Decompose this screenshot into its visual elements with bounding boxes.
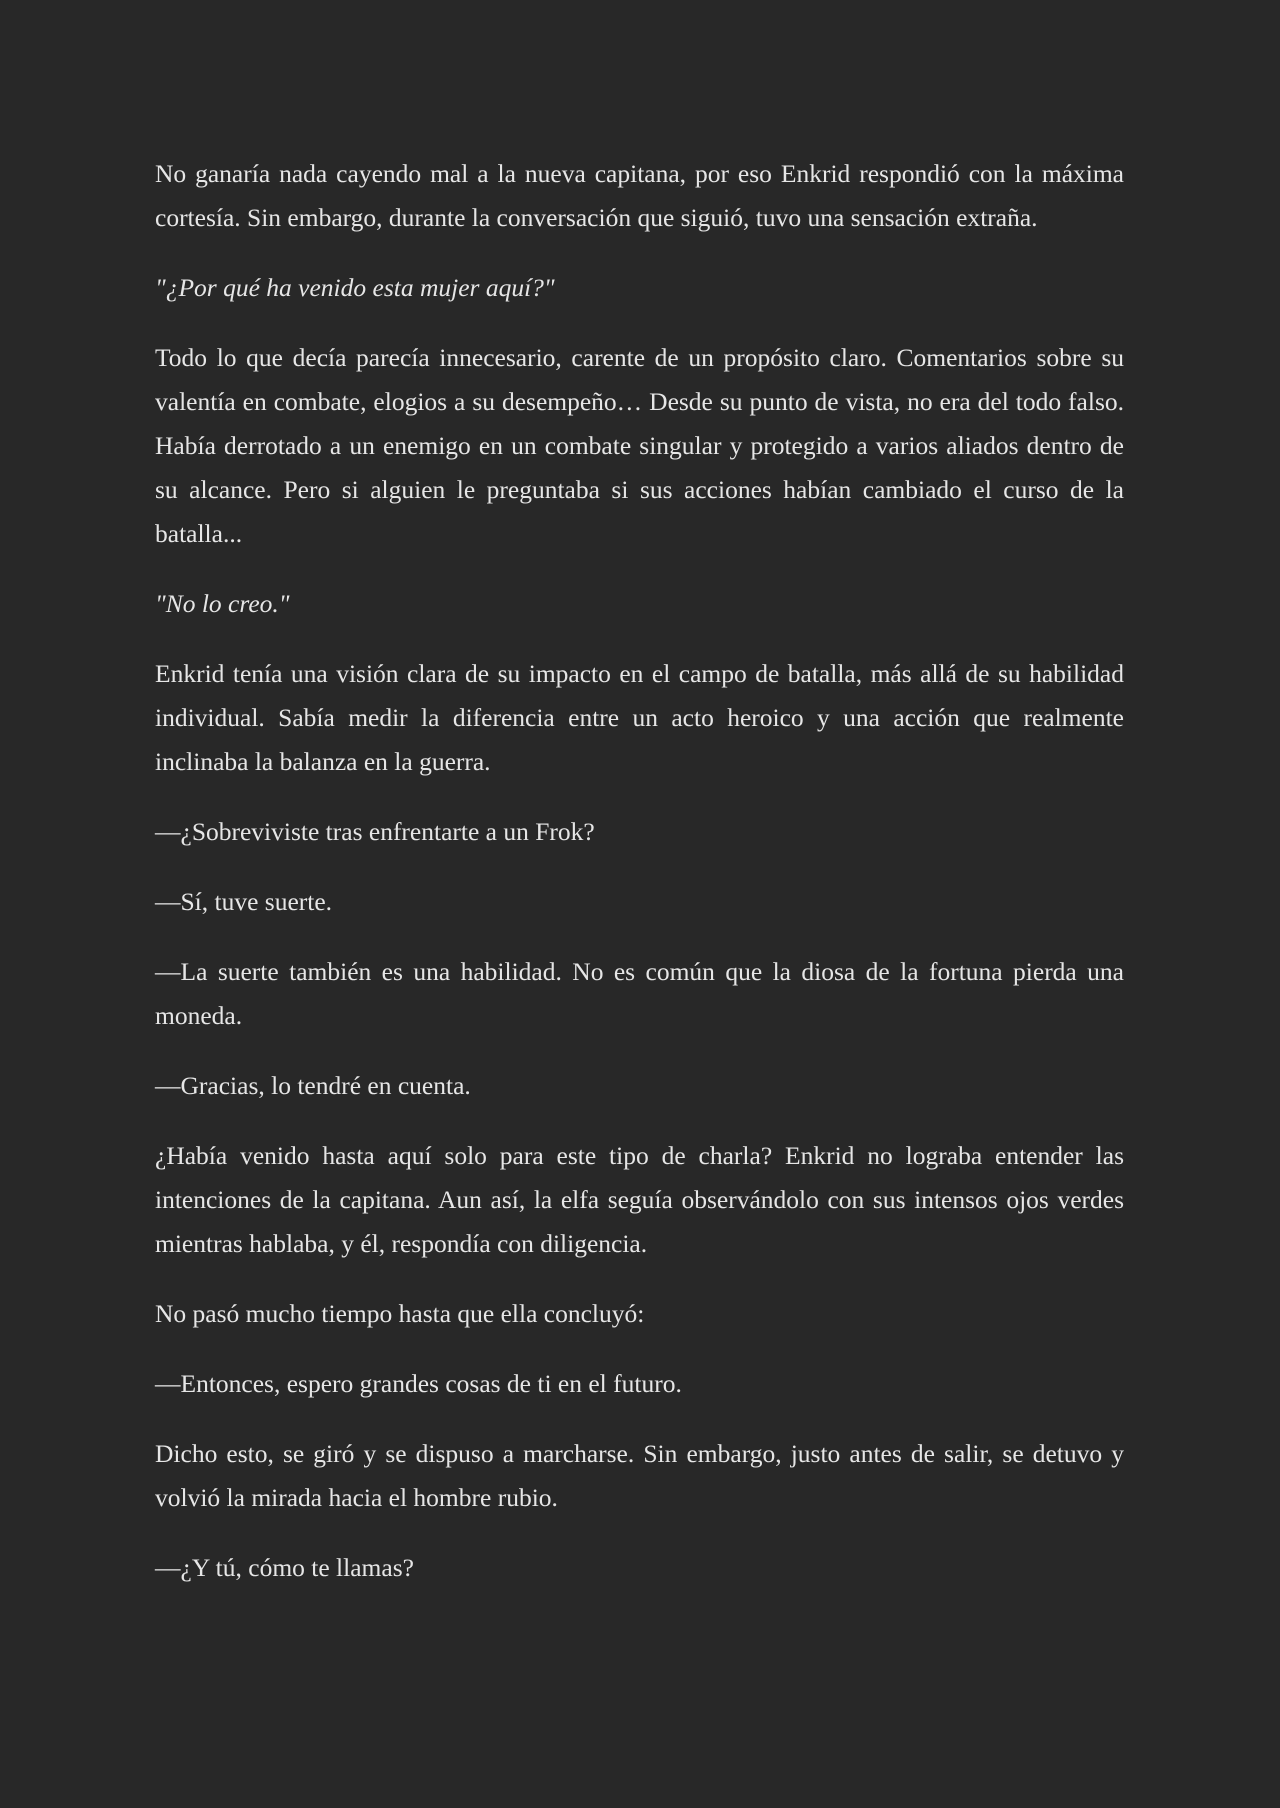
narration-paragraph: ¿Había venido hasta aquí solo para este tipo de charla? Enkrid no lograba entender las intenciones de la capitana. Aun así, la elfa seguía observándolo con sus intensos ojos verdes mientras hablaba, y él, respondía con diligencia. <box>155 1141 1124 1258</box>
thought-line: "No lo creo." <box>155 589 290 618</box>
dialogue-line: —La suerte también es una habilidad. No es común que la diosa de la fortuna pierda una moneda. <box>155 957 1124 1030</box>
reading-page <box>155 152 1124 1616</box>
narration-paragraph: Enkrid tenía una visión clara de su impacto en el campo de batalla, más allá de su habilidad individual. Sabía medir la diferencia entre un acto heroico y una acción que realmente inclinaba la balanza en la guerra. <box>155 659 1124 776</box>
narration-paragraph: Dicho esto, se giró y se dispuso a marcharse. Sin embargo, justo antes de salir, se detuvo y volvió la mirada hacia el hombre rubio. <box>155 1439 1124 1512</box>
dialogue-line: —¿Sobreviviste tras enfrentarte a un Frok? <box>155 817 595 846</box>
narration-paragraph: Todo lo que decía parecía innecesario, carente de un propósito claro. Comentarios sobre su valentía en combate, elogios a su desempeño… Desde su punto de vista, no era del todo falso. Había derrotado a un enemigo en un combate singular y protegido a varios aliados dentro de su alcance. Pero si alguien le preguntaba si sus acciones habían cambiado el curso de la batalla... <box>155 343 1124 548</box>
dialogue-line: —Sí, tuve suerte. <box>155 887 333 916</box>
narration-paragraph: No ganaría nada cayendo mal a la nueva capitana, por eso Enkrid respondió con la máxima cortesía. Sin embargo, durante la conversación que siguió, tuvo una sensación extraña. <box>155 159 1124 232</box>
thought-line: "¿Por qué ha venido esta mujer aquí?" <box>155 273 555 302</box>
dialogue-line: —Entonces, espero grandes cosas de ti en el futuro. <box>155 1369 682 1398</box>
narration-paragraph: No pasó mucho tiempo hasta que ella concluyó: <box>155 1299 645 1328</box>
dialogue-line: —Gracias, lo tendré en cuenta. <box>155 1071 471 1100</box>
dialogue-line: —¿Y tú, cómo te llamas? <box>155 1553 414 1582</box>
